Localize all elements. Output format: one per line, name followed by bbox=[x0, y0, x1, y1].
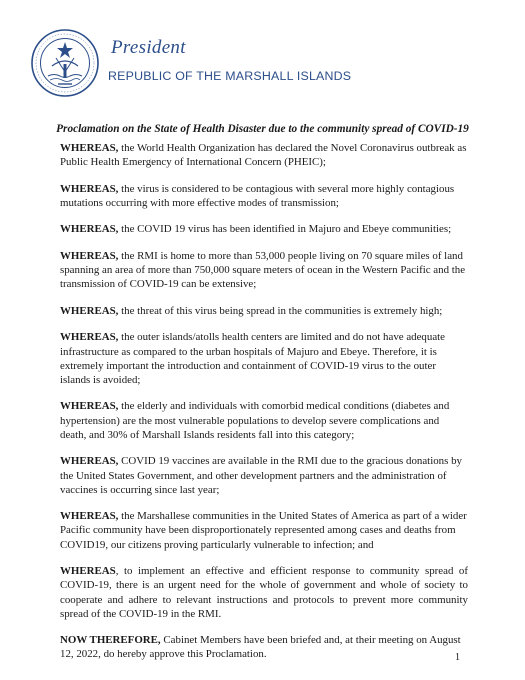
whereas-paragraph bbox=[60, 304, 468, 318]
clause-keyword: WHEREAS, bbox=[60, 304, 119, 317]
clause-text: the threat of this virus being spread in the communities is extremely high; bbox=[118, 304, 443, 317]
clause-text: the elderly and individuals with comorbid medical conditions (diabetes and hypertension) are the most vulnerable populations to develop severe complications and death, and 30% of Marshall Islands residents fall into this category; bbox=[60, 400, 450, 441]
whereas-paragraph bbox=[60, 564, 468, 621]
clause-keyword: WHEREAS, bbox=[60, 142, 119, 154]
clause-keyword: NOW THEREFORE, bbox=[60, 634, 161, 647]
clause-text: the virus is considered to be contagious with several more highly contagious mutations occurring with more effective modes of transmission; bbox=[60, 182, 455, 209]
clause-keyword: WHEREAS, bbox=[60, 400, 119, 413]
whereas-paragraph bbox=[60, 454, 468, 497]
whereas-paragraph bbox=[60, 509, 468, 552]
clause-keyword: WHEREAS bbox=[60, 565, 116, 578]
president-title: President bbox=[111, 37, 186, 58]
clause-text: COVID 19 vaccines are available in the RMI due to the gracious donations by the United States Government, and other development partners and the administration of vaccines is occurring since last year; bbox=[60, 455, 462, 496]
proclamation-body bbox=[60, 141, 468, 674]
clause-keyword: WHEREAS, bbox=[60, 331, 119, 344]
proclamation-title: Proclamation on the State of Health Disaster due to the community spread of COVID-19 bbox=[56, 123, 469, 135]
whereas-paragraph bbox=[60, 141, 468, 169]
clause-text: the outer islands/atolls health centers are limited and do not have adequate infrastructure as compared to the urban hospitals of Majuro and Ebeye. Therefore, it is extremely important the introduction and containment of COVID-19 virus to the outer islands is avoided; bbox=[60, 331, 446, 386]
clause-keyword: WHEREAS, bbox=[60, 182, 119, 195]
whereas-paragraph bbox=[60, 399, 468, 442]
whereas-paragraph bbox=[60, 182, 468, 210]
clause-keyword: WHEREAS, bbox=[60, 510, 119, 523]
clause-keyword: WHEREAS, bbox=[60, 455, 119, 468]
clause-text: the RMI is home to more than 53,000 people living on 70 square miles of land spanning an area of more than 750,000 square meters of ocean in the Western Pacific and the transmission of COVID-19 can be extensive; bbox=[60, 249, 466, 291]
whereas-paragraph bbox=[60, 222, 468, 236]
clause-text: the COVID 19 virus has been identified in Majuro and Ebeye communities; bbox=[118, 223, 452, 236]
now-therefore-paragraph bbox=[60, 633, 468, 661]
clause-text: Cabinet Members have been briefed and, at their meeting on August 12, 2022, do hereby approve this Proclamation. bbox=[60, 634, 461, 661]
clause-text: the Marshallese communities in the United States of America as part of a wider Pacific community have been disproportionately represented among cases and deaths from COVID19, our citizens proving particularly vulnerable to infection; and bbox=[60, 510, 467, 551]
clause-keyword: WHEREAS, bbox=[60, 249, 119, 262]
republic-name: REPUBLIC OF THE MARSHALL ISLANDS bbox=[108, 69, 352, 83]
seal-icon bbox=[30, 28, 100, 98]
clause-keyword: WHEREAS, bbox=[60, 223, 119, 236]
whereas-paragraph bbox=[60, 330, 468, 387]
clause-text: the World Health Organization has declared the Novel Coronavirus outbreak as Public Health Emergency of International Concern (PHEIC); bbox=[60, 142, 467, 169]
page-number: 1 bbox=[455, 652, 460, 663]
whereas-paragraph bbox=[60, 249, 468, 292]
clause-text: , to implement an effective and efficient response to community spread of COVID-19, there is an urgent need for the whole of government and whole of society to cooperate and adhere to relevant instructions and protocols to prevent more community spread of the COVID-19 in the RMI. bbox=[60, 565, 468, 620]
